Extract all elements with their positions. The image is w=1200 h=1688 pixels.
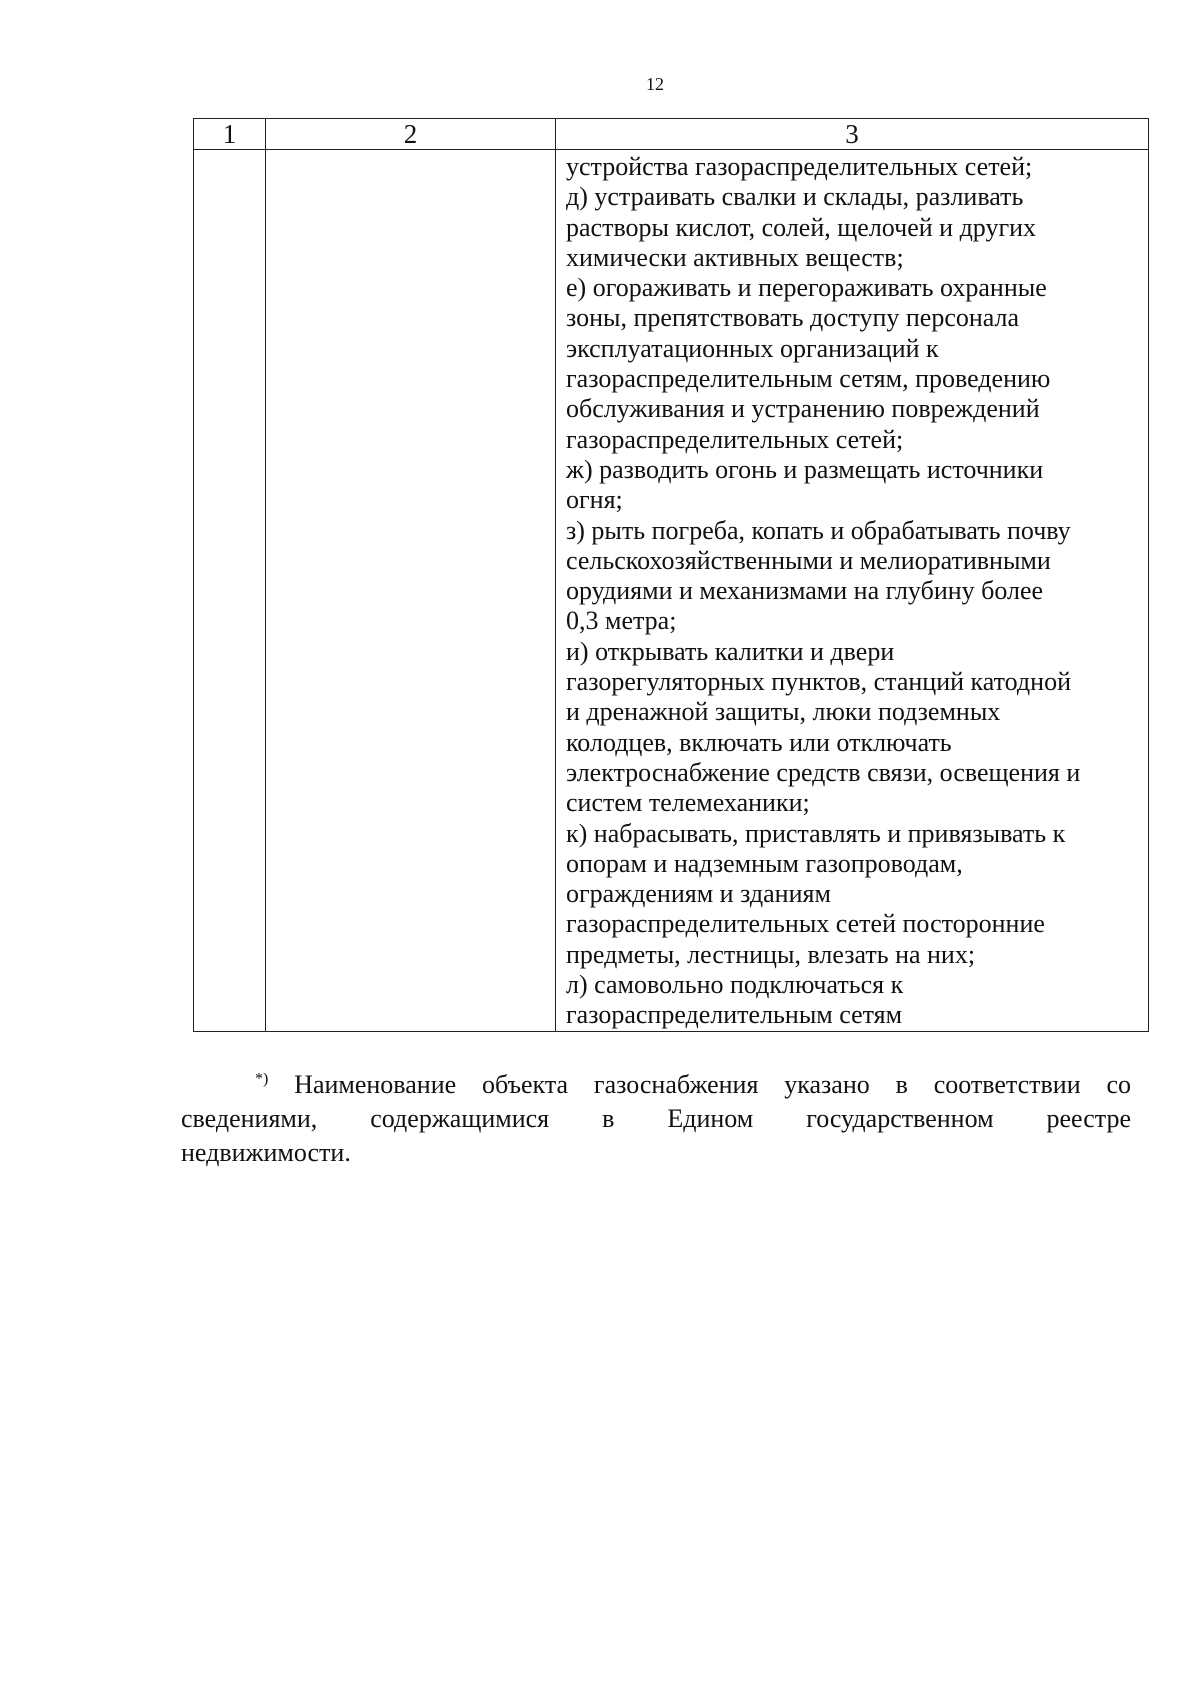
- text-line: электроснабжение средств связи, освещения и: [566, 757, 1081, 787]
- text-line: д) устраивать свалки и склады, разливать: [566, 182, 1024, 212]
- text-line: орудиями и механизмами на глубину более: [566, 576, 1044, 606]
- cell-column-2: [266, 150, 556, 1032]
- text-line: обслуживания и устранению повреждений: [566, 394, 1040, 424]
- footnote-line: недвижимости.: [181, 1138, 351, 1167]
- text-line: к) набрасывать, приставлять и привязывать к: [566, 818, 1066, 848]
- text-line: устройства газораспределительных сетей;: [566, 152, 1033, 181]
- text-line: газораспределительным сетям, проведению: [566, 364, 1051, 394]
- text-line: ж) разводить огонь и размещать источники: [566, 454, 1044, 484]
- text-line: зоны, препятствовать доступу персонала: [566, 303, 1020, 333]
- text-line: и дренажной защиты, люки подземных: [566, 697, 1001, 727]
- table-row: [194, 150, 1149, 1032]
- footnote-text: Наименование объекта газоснабжения указано в соответствии со: [294, 1070, 1131, 1099]
- text-line: газораспределительных сетей посторонние: [566, 909, 1045, 939]
- page-number: 12: [646, 74, 664, 94]
- table-header-row: [194, 119, 1149, 150]
- text-line: е) огораживать и перегораживать охранные: [566, 273, 1047, 303]
- column-header-3: 3: [556, 119, 1149, 150]
- cell-column-1: [194, 150, 266, 1032]
- text-line: опорам и надземным газопроводам,: [566, 848, 963, 878]
- text-line: 0,3 метра;: [566, 606, 677, 636]
- document-table: [193, 118, 1149, 1032]
- text-line: л) самовольно подключаться к: [566, 970, 904, 1000]
- text-line: колодцев, включать или отключать: [566, 727, 952, 757]
- footnote: [181, 1068, 1131, 1170]
- text-line: огня;: [566, 485, 623, 515]
- text-line: з) рыть погреба, копать и обрабатывать почву: [566, 515, 1071, 545]
- footnote-marker: *): [255, 1070, 269, 1088]
- text-line: газорегуляторных пунктов, станций катодной: [566, 667, 1071, 697]
- text-line: химически активных веществ;: [566, 242, 904, 272]
- footnote-line: сведениями, содержащимися в Едином государственном реестре: [181, 1104, 1131, 1133]
- text-line: эксплуатационных организаций к: [566, 333, 939, 363]
- text-line: систем телемеханики;: [566, 788, 810, 818]
- column-header-2: 2: [266, 119, 556, 150]
- text-line: растворы кислот, солей, щелочей и других: [566, 212, 1037, 242]
- cell-column-3: [556, 150, 1149, 1032]
- text-line: и) открывать калитки и двери: [566, 636, 895, 666]
- footnote-line: [181, 1068, 1131, 1102]
- text-line: предметы, лестницы, влезать на них;: [566, 939, 976, 969]
- text-line: сельскохозяйственными и мелиоративными: [566, 545, 1051, 575]
- text-line: ограждениям и зданиям: [566, 879, 831, 909]
- column-header-1: 1: [194, 119, 266, 150]
- text-line: газораспределительных сетей;: [566, 424, 904, 454]
- text-line: газораспределительным сетям: [566, 1000, 903, 1030]
